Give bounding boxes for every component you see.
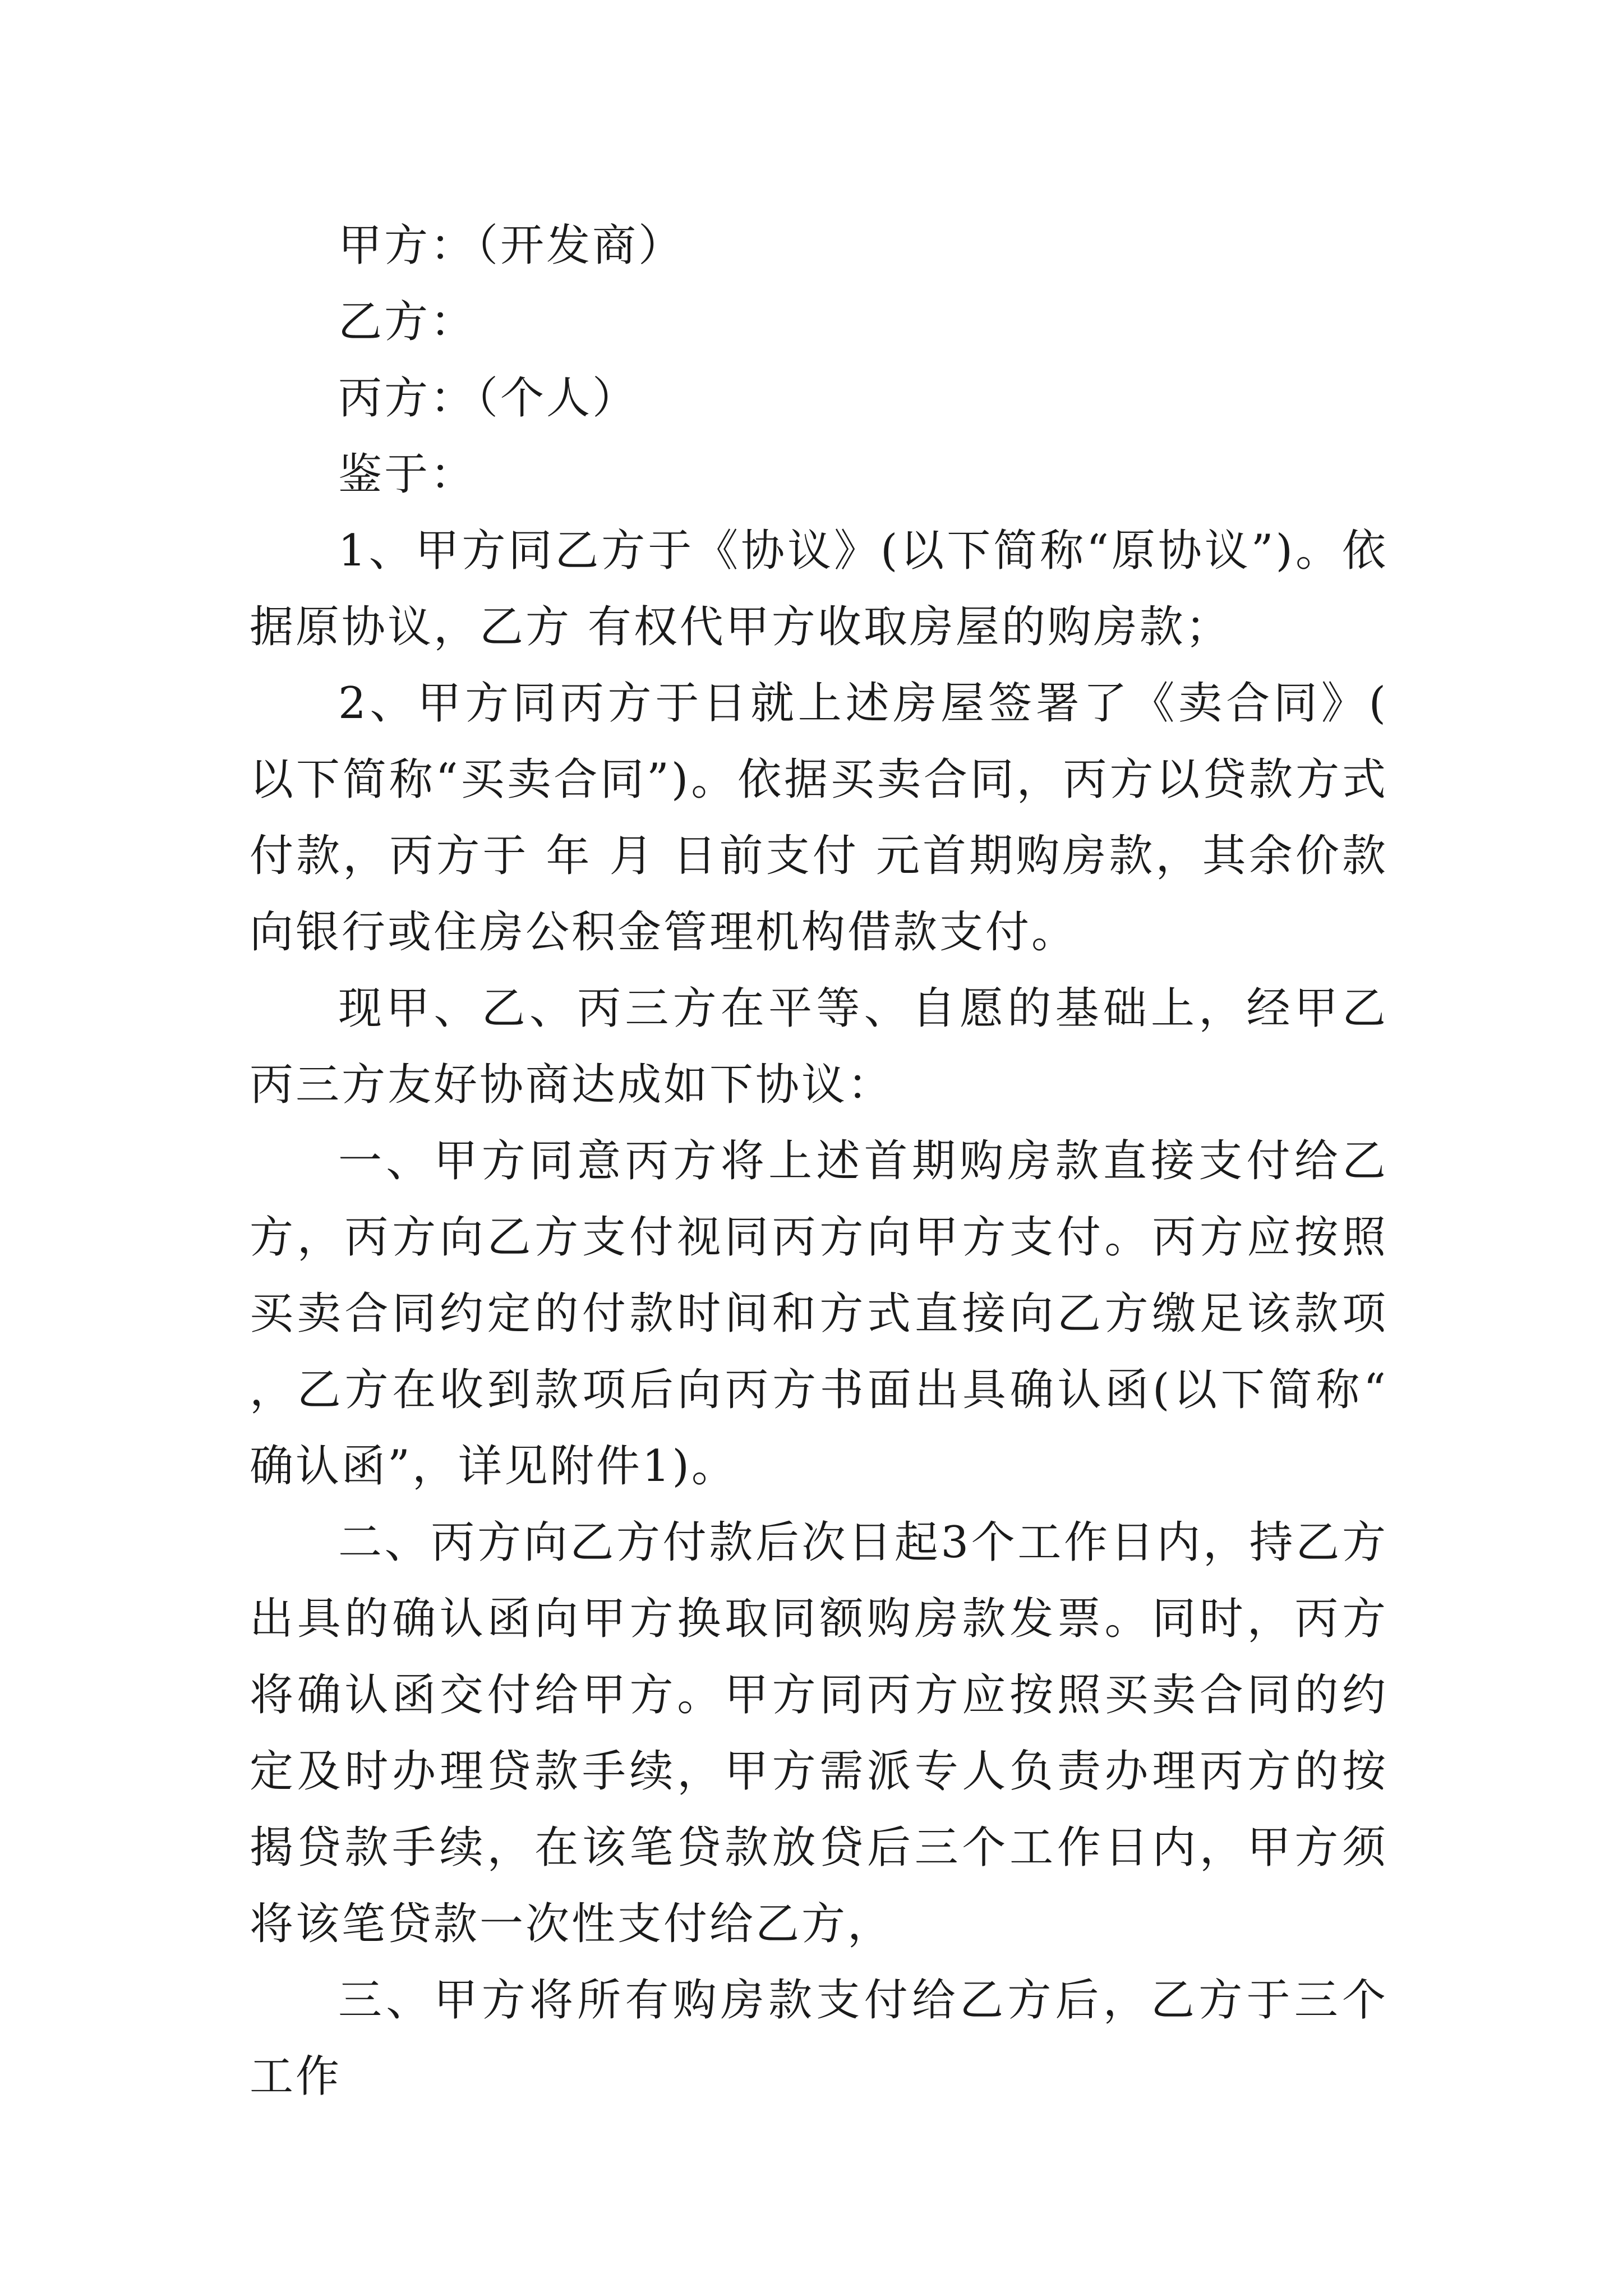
clause-1: 一、甲方同意丙方将上述首期购房款直接支付给乙方，丙方向乙方支付视同丙方向甲方支付。丙方应按照买卖合同约定的付款时间和方式直接向乙方缴足该款项，乙方在收到款项后向丙方书面出具确认函(以下简称“确认函”，详见附件1)。 (250, 1136, 1388, 1492)
document-body (250, 208, 1388, 2115)
whereas-heading: 鉴于： (338, 449, 477, 500)
recital-1: 1、甲方同乙方于《协议》(以下简称“原协议”)。依据原协议，乙方 有权代甲方收取房屋的购房款； (250, 526, 1388, 652)
clause-2: 二、丙方向乙方付款后次日起3个工作日内，持乙方出具的确认函向甲方换取同额购房款发票。同时，丙方将确认函交付给甲方。甲方同丙方应按照买卖合同的约定及时办理贷款手续，甲方需派专人负责办理丙方的按揭贷款手续，在该笔贷款放贷后三个工作日内，甲方须将该笔贷款一次性支付给乙方， (250, 1517, 1388, 1949)
party-c-line: 丙方：（个人） (338, 373, 639, 424)
agreement-intro: 现甲、乙、丙三方在平等、自愿的基础上，经甲乙丙三方友好协商达成如下协议： (250, 983, 1388, 1110)
party-a-line: 甲方：（开发商） (338, 220, 685, 271)
recital-2: 2、甲方同丙方于日就上述房屋签署了《卖合同》(以下简称“买卖合同”)。依据买卖合同，丙方以贷款方式付款，丙方于 年 月 日前支付 元首期购房款，其余价款向银行或住房公积金管理机构借款支付。 (250, 678, 1388, 958)
party-b-line: 乙方： (338, 297, 477, 347)
clause-3: 三、甲方将所有购房款支付给乙方后，乙方于三个工作 (250, 1975, 1388, 2102)
